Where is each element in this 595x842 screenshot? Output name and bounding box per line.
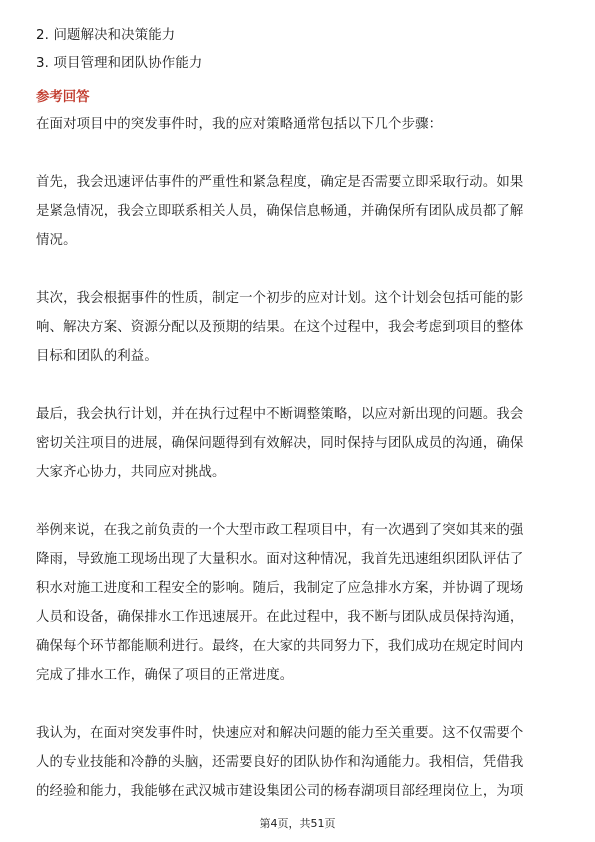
paragraph-line: 密切关注项目的进展，确保问题得到有效解决，同时保持与团队成员的沟通，确保 — [36, 436, 524, 451]
paragraph-line: 在面对项目中的突发事件时，我的应对策略通常包括以下几个步骤： — [36, 117, 443, 132]
paragraph-line: 的经验和能力，我能够在武汉城市建设集团公司的杨春湖项目部经理岗位上，为项 — [36, 784, 524, 799]
paragraph-line: 人员和设备，确保排水工作迅速展开。在此过程中，我不断与团队成员保持沟通， — [36, 610, 524, 625]
paragraph-line: 首先，我会迅速评估事件的严重性和紧急程度，确定是否需要立即采取行动。如果 — [36, 175, 524, 190]
answer-heading: 参考回答 — [36, 90, 90, 105]
paragraph-line: 人的专业技能和冷静的头脑，还需要良好的团队协作和沟通能力。我相信，凭借我 — [36, 755, 524, 770]
paragraph-line: 举例来说，在我之前负责的一个大型市政工程项目中，有一次遇到了突如其来的强 — [36, 523, 524, 538]
paragraph-line: 降雨，导致施工现场出现了大量积水。面对这种情况，我首先迅速组织团队评估了 — [36, 552, 524, 567]
paragraph-line: 情况。 — [36, 233, 77, 248]
paragraph-line: 积水对施工进度和工程安全的影响。随后，我制定了应急排水方案，并协调了现场 — [36, 581, 524, 596]
paragraph-line: 响、解决方案、资源分配以及预期的结果。在这个过程中，我会考虑到项目的整体 — [36, 320, 524, 335]
paragraph-line: 我认为，在面对突发事件时，快速应对和解决问题的能力至关重要。这不仅需要个 — [36, 726, 524, 741]
list-item: 3. 项目管理和团队协作能力 — [36, 56, 203, 71]
paragraph-line: 是紧急情况，我会立即联系相关人员，确保信息畅通，并确保所有团队成员都了解 — [36, 204, 524, 219]
page-number: 第4页，共51页 — [259, 817, 336, 830]
paragraph-line: 其次，我会根据事件的性质，制定一个初步的应对计划。这个计划会包括可能的影 — [36, 291, 524, 306]
paragraph-line: 完成了排水工作，确保了项目的正常进度。 — [36, 668, 294, 683]
list-item: 2. 问题解决和决策能力 — [36, 28, 176, 43]
paragraph-line: 最后，我会执行计划，并在执行过程中不断调整策略，以应对新出现的问题。我会 — [36, 407, 524, 422]
paragraph-line: 确保每个环节都能顺利进行。最终，在大家的共同努力下，我们成功在规定时间内 — [36, 639, 524, 654]
paragraph-line: 大家齐心协力，共同应对挑战。 — [36, 465, 226, 480]
paragraph-line: 目标和团队的利益。 — [36, 349, 158, 364]
